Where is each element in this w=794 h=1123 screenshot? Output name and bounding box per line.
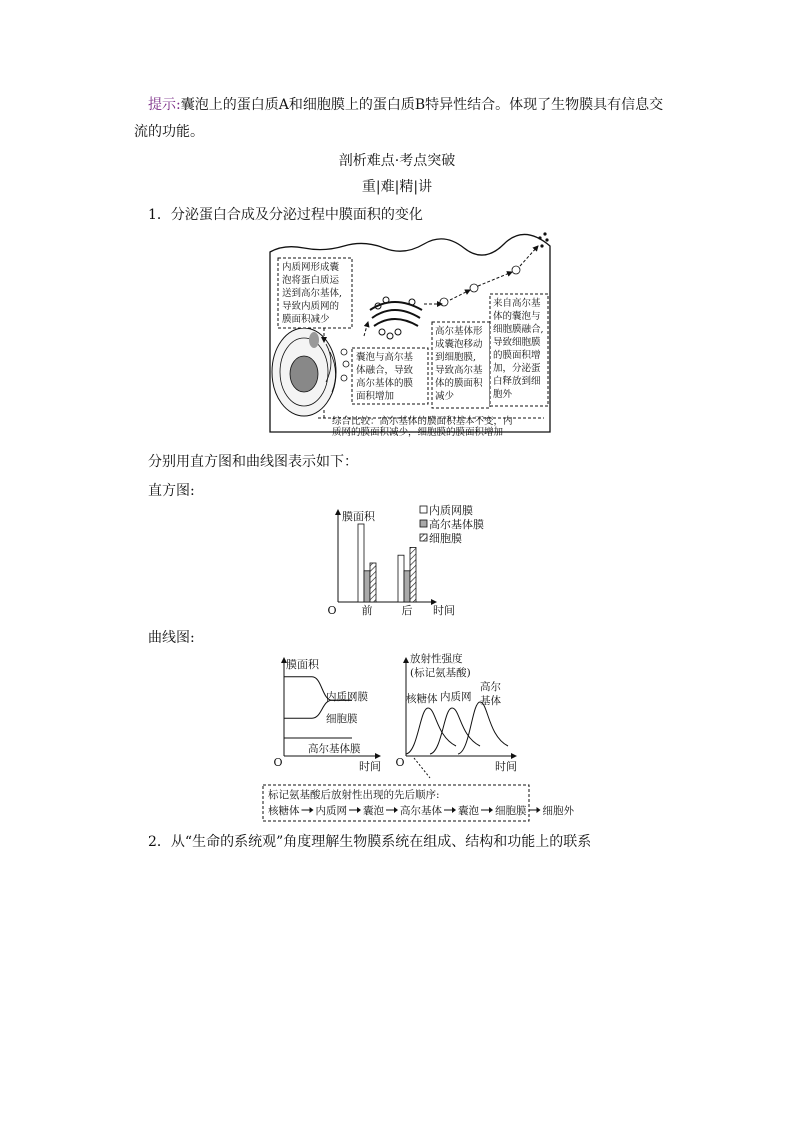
bar-内质网膜-后 [398, 555, 404, 602]
legend-swatch [420, 520, 427, 527]
x-tick-label: 后 [401, 604, 413, 617]
y-axis-label-2: (标记氨基酸) [410, 667, 471, 679]
order-title: 标记氨基酸后放射性出现的先后顺序: [268, 789, 440, 801]
intro-text: 分别用直方图和曲线图表示如下： [148, 454, 358, 470]
origin-label: O [273, 756, 283, 769]
bar-内质网膜-前 [358, 524, 364, 602]
box1-line: 导致内质网的 [282, 301, 340, 312]
order-step: 囊泡 [458, 805, 479, 817]
box3-line: 成囊泡移动 [435, 339, 483, 350]
series-label: 高尔 [480, 681, 501, 693]
box4-line: 的膜面积增 [493, 350, 541, 361]
box1-line: 内质网形成囊 [282, 262, 340, 273]
legend-swatch [420, 534, 427, 541]
box3-line: 导致高尔基 [435, 365, 483, 376]
bar-label: 直方图: [148, 483, 195, 499]
bar-细胞膜-前 [370, 563, 376, 602]
origin-label: O [395, 756, 405, 769]
curve-高尔基体 [458, 702, 508, 754]
hint-text: 囊泡上的蛋白质A和细胞膜上的蛋白质B特异性结合。体现了生物膜具有信息交 [180, 97, 664, 113]
order-step: 囊泡 [363, 805, 384, 817]
curve-label: 曲线图: [148, 630, 195, 646]
box2-line: 体融合，导致 [356, 365, 414, 376]
bar-细胞膜-后 [410, 547, 416, 602]
legend-label: 细胞膜 [429, 532, 462, 545]
summary-line: 综合比较：高尔基体的膜面积基本不变，内 [332, 416, 513, 427]
subsection-title: 重|难|精|讲 [361, 179, 433, 195]
box3-line: 减少 [435, 391, 455, 402]
legend-label: 内质网膜 [429, 504, 473, 517]
box4-line: 胞外 [493, 389, 513, 400]
box2-line: 高尔基体的膜 [356, 378, 414, 389]
series-label: 高尔基体膜 [308, 743, 361, 755]
secretion-cell-diagram [264, 232, 554, 438]
hint-line-1 [148, 95, 663, 115]
box2-line: 囊泡与高尔基 [356, 352, 414, 363]
box4-line: 加，分泌蛋 [493, 363, 541, 374]
box4-line: 导致细胞膜 [493, 337, 541, 348]
hint-line-2: 流的功能。 [134, 124, 204, 140]
bar-高尔基体膜-前 [364, 571, 370, 602]
legend-swatch [420, 506, 427, 513]
summary-text [332, 415, 513, 438]
x-axis-label: 时间 [359, 760, 381, 773]
legend-label: 高尔基体膜 [429, 518, 484, 531]
bar-chart [326, 502, 484, 620]
summary-line: 质网的膜面积减少，细胞膜的膜面积增加 [332, 427, 504, 438]
box1-line: 送到高尔基体, [282, 288, 343, 299]
origin-label: O [327, 604, 337, 617]
box4-line: 细胞膜融合, [493, 324, 544, 335]
item-2-title: 2．从“生命的系统观”角度理解生物膜系统在组成、结构和功能上的联系 [148, 834, 592, 850]
series-label: 细胞膜 [326, 713, 358, 725]
series-label: 基体 [480, 695, 501, 707]
box4-line: 来自高尔基 [493, 298, 541, 309]
order-box [262, 784, 574, 822]
series-label: 内质网膜 [326, 691, 368, 703]
box3-line: 体的膜面积 [435, 378, 483, 389]
order-arrow-head [537, 807, 541, 813]
y-axis-label: 膜面积 [342, 510, 375, 523]
box1-line: 膜面积减少 [282, 314, 330, 325]
box4-line: 白释放到细 [493, 376, 541, 387]
section-title: 剖析难点·考点突破 [338, 153, 456, 169]
series-label: 核糖体 [406, 693, 438, 705]
order-step: 内质网 [315, 805, 347, 817]
series-label: 内质网 [440, 691, 472, 703]
radioactivity-curve-chart [392, 652, 524, 774]
curve-内质网 [430, 708, 480, 754]
order-step: 高尔基体 [400, 805, 442, 817]
curve-核糖体 [406, 708, 456, 754]
x-axis-label: 时间 [433, 604, 455, 617]
y-axis-label: 放射性强度 [410, 653, 463, 665]
order-step: 细胞外 [542, 805, 574, 817]
box1-line: 泡将蛋白质运 [282, 275, 340, 286]
x-axis-label: 时间 [495, 760, 517, 773]
membrane-area-curve-chart [270, 652, 390, 774]
box3-line: 高尔基体形 [435, 326, 483, 337]
bar-高尔基体膜-后 [404, 571, 410, 602]
x-tick-label: 前 [361, 604, 373, 617]
item-1-title: 1．分泌蛋白合成及分泌过程中膜面积的变化 [148, 207, 423, 223]
box3-line: 到细胞膜, [435, 352, 477, 363]
hint-label: 提示: [148, 97, 181, 113]
box4-line: 体的囊泡与 [493, 311, 541, 322]
y-axis-label: 膜面积 [286, 658, 319, 671]
order-step: 核糖体 [268, 805, 300, 817]
order-step: 细胞膜 [495, 805, 527, 817]
box2-line: 面积增加 [356, 391, 395, 402]
